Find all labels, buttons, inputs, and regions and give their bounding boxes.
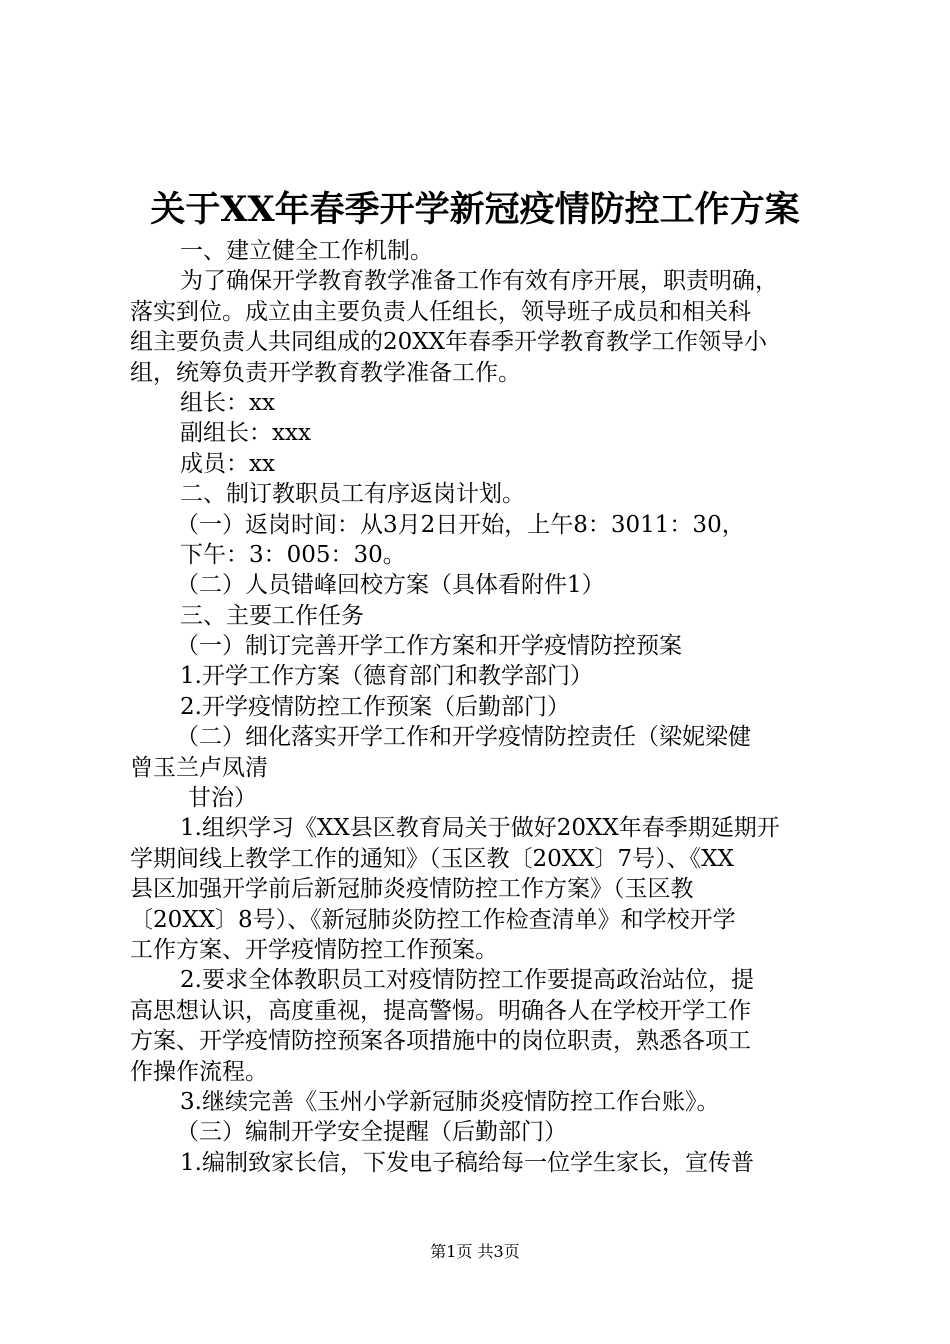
paragraph-line: 县区加强开学前后新冠肺炎疫情防控工作方案》（玉区教 <box>130 876 694 903</box>
heading-section-2: 二、制订教职员工有序返岗计划。 <box>180 481 525 508</box>
paragraph-line: 〔20XX〕8号）、《新冠肺炎防控工作检查清单》和学校开学 <box>130 906 736 933</box>
team-leader: 组长：xx <box>180 389 275 416</box>
heading-section-3: 三、主要工作任务 <box>180 602 364 629</box>
paragraph-line: 工作方案、开学疫情防控工作预案。 <box>130 936 498 963</box>
paragraph-line: （一）制订完善开学工作方案和开学疫情防控预案 <box>176 633 682 660</box>
list-item: 1.编制致家长信，下发电子稿给每一位学生家长，宣传普 <box>180 1149 754 1176</box>
list-item: 3.继续完善《玉州小学新冠肺炎疫情防控工作台账》。 <box>180 1088 720 1115</box>
paragraph-line: 组主要负责人共同组成的20XX年春季开学教育教学工作领导小 <box>130 329 768 356</box>
paragraph-line: （二）细化落实开学工作和开学疫情防控责任（梁妮梁健 <box>176 724 751 751</box>
document-title: 关于XX年春季开学新冠疫情防控工作方案 <box>150 189 800 230</box>
team-members: 成员：xx <box>180 450 275 477</box>
paragraph-line: 组，统筹负责开学教育教学准备工作。 <box>130 359 521 386</box>
list-item: 2.开学疫情防控工作预案（后勤部门） <box>180 693 570 720</box>
paragraph-line: （三）编制开学安全提醒（后勤部门） <box>176 1119 567 1146</box>
paragraph-line: 下午：3：005：30。 <box>180 541 406 568</box>
paragraph-line: 落实到位。成立由主要负责人任组长，领导班子成员和相关科 <box>130 298 751 325</box>
heading-section-1: 一、建立健全工作机制。 <box>180 238 433 264</box>
paragraph-line: 作操作流程。 <box>130 1058 268 1085</box>
paragraph-line: （一）返岗时间：从3月2日开始，上午8：3011：30， <box>176 511 745 538</box>
paragraph-line: （二）人员错峰回校方案（具体看附件1） <box>176 572 605 599</box>
paragraph-line: 为了确保开学教育教学准备工作有效有序开展，职责明确， <box>180 268 778 295</box>
document-body <box>130 236 830 1178</box>
paragraph-line: 方案、开学疫情防控预案各项措施中的岗位职责，熟悉各项工 <box>130 1028 751 1055</box>
paragraph-line: 曾玉兰卢凤清 <box>130 754 268 781</box>
paragraph-line: 高思想认识，高度重视，提高警惕。明确各人在学校开学工作 <box>130 997 751 1024</box>
page-number-footer: 第1页 共3页 <box>430 1242 520 1261</box>
list-item: 1.开学工作方案（德育部门和教学部门） <box>180 663 593 690</box>
paragraph-line: 学期间线上教学工作的通知》（玉区教〔20XX〕7号）、《XX <box>130 845 734 872</box>
team-deputy-leader: 副组长：xxx <box>180 420 311 447</box>
list-item: 1.组织学习《XX县区教育局关于做好20XX年春季期延期开 <box>180 815 780 842</box>
paragraph-line: 甘治） <box>188 785 257 812</box>
list-item: 2.要求全体教职员工对疫情防控工作要提高政治站位，提 <box>180 967 754 994</box>
